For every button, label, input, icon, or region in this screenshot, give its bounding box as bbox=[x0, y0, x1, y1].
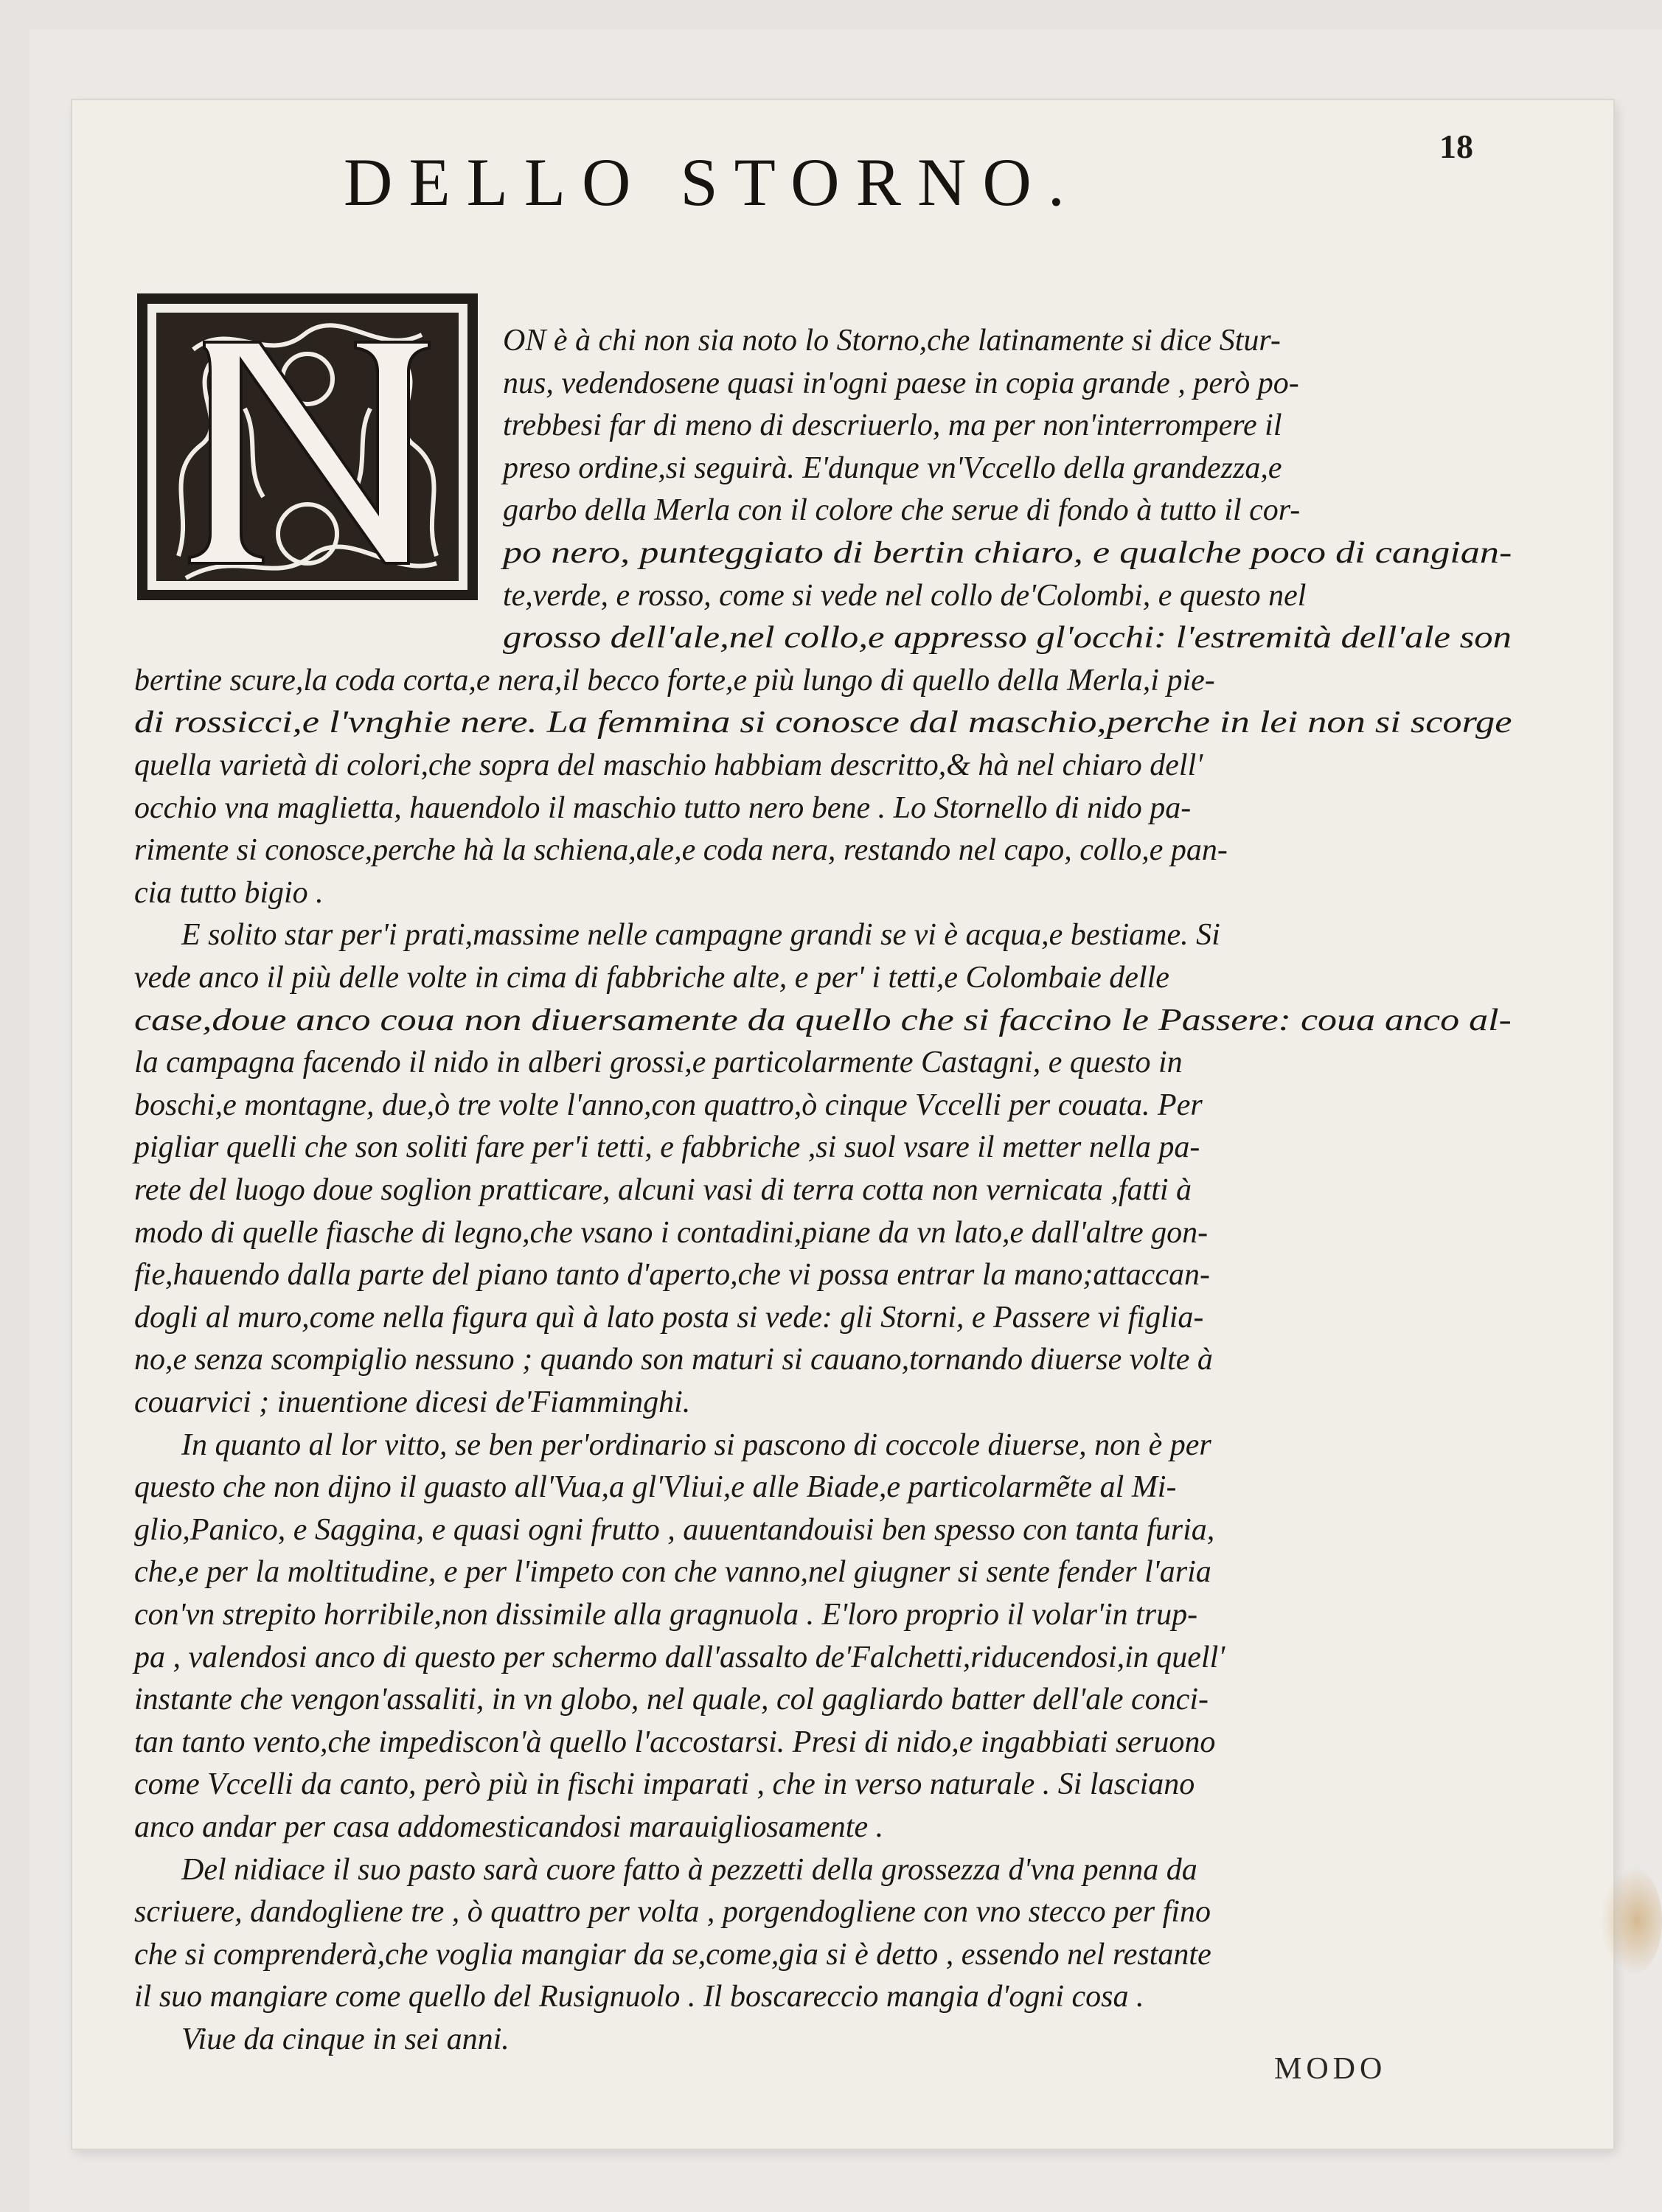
text-line: Del nidiace il suo pasto sarà cuore fatto à pezzetti della grossezza d'vna penna da bbox=[181, 1852, 1197, 1887]
text-line: grosso dell'ale,nel collo,e appresso gl'occhi: l'estremità dell'ale son bbox=[503, 621, 1512, 655]
text-line: pa , valendosi anco di questo per schermo dall'assalto de'Falchetti,riducendosi,in quell' bbox=[134, 1640, 1225, 1674]
text-line: scriuere, dandogliene tre , ò quattro per volta , porgendogliene con vno stecco per fino bbox=[134, 1895, 1211, 1930]
text-line: dogli al muro,come nella figura quì à lato posta si vede: gli Storni, e Passere vi figlia- bbox=[134, 1300, 1204, 1335]
text-line: come Vccelli da canto, però più in fischi imparati , che in verso naturale . Si lasciano bbox=[134, 1767, 1195, 1802]
page-title: DELLO STORNO. bbox=[344, 145, 1081, 220]
text-line: che si comprenderà,che voglia mangiar da se,come,gia si è detto , essendo nel restante bbox=[134, 1937, 1211, 1972]
text-line: rimente si conosce,perche hà la schiena,ale,e coda nera, restando nel capo, collo,e pan- bbox=[134, 833, 1228, 868]
text-line: E solito star per'i prati,massime nelle campagne grandi se vi è acqua,e bestiame. Si bbox=[181, 918, 1220, 953]
text-line: con'vn strepito horribile,non dissimile alla gragnuola . E'loro proprio il volar'in trup- bbox=[134, 1598, 1198, 1632]
text-line: occhio vna maglietta, hauendolo il maschio tutto nero bene . Lo Stornello di nido pa- bbox=[134, 790, 1192, 825]
text-line: la campagna facendo il nido in alberi grossi,e particolarmente Castagni, e questo in bbox=[134, 1046, 1183, 1080]
text-line: garbo della Merla con il colore che serue di fondo à tutto il cor- bbox=[503, 493, 1301, 528]
text-line: il suo mangiare come quello del Rusignuolo . Il boscareccio mangia d'ogni cosa . bbox=[134, 1980, 1144, 2014]
page-number: 18 bbox=[1439, 128, 1473, 165]
text-line: preso ordine,si seguirà. E'dunque vn'Vccello della grandezza,e bbox=[503, 451, 1282, 485]
text-line: couarvici ; inuentione dicesi de'Fiamminghi. bbox=[134, 1385, 691, 1419]
text-line: che,e per la moltitudine, e per l'impeto con che vanno,nel giugner si sente fender l'aria bbox=[134, 1555, 1211, 1590]
text-line: case,doue anco coua non diuersamente da quello che si faccino le Passere: coua anco al- bbox=[134, 1003, 1512, 1037]
text-line: modo di quelle fiasche di legno,che vsano i contadini,piane da vn lato,e dall'altre gon- bbox=[134, 1215, 1209, 1250]
text-line: vede anco il più delle volte in cima di fabbriche alte, e per' i tetti,e Colombaie delle bbox=[134, 961, 1169, 995]
text-line: po nero, punteggiato di bertin chiaro, e qualche poco di cangian- bbox=[503, 536, 1512, 570]
text-line: nus, vedendosene quasi in'ogni paese in copia grande , però po- bbox=[503, 366, 1299, 400]
text-line: ON è à chi non sia noto lo Storno,che latinamente si dice Stur- bbox=[503, 324, 1281, 358]
text-line: tan tanto vento,che impediscon'à quello l'accostarsi. Presi di nido,e ingabbiati seruono bbox=[134, 1725, 1216, 1759]
text-line: rete del luogo doue soglion pratticare, alcuni vasi di terra cotta non vernicata ,fatti à bbox=[134, 1173, 1192, 1207]
text-line: pigliar quelli che son soliti fare per'i tetti, e fabbriche ,si suol vsare il metter nella pa- bbox=[134, 1130, 1200, 1165]
text-line: fie,hauendo dalla parte del piano tanto d'aperto,che vi possa entrar la mano;attaccan- bbox=[134, 1258, 1210, 1293]
text-line: cia tutto bigio . bbox=[134, 875, 324, 910]
text-line: quella varietà di colori,che sopra del maschio habbiam descritto,& hà nel chiaro dell' bbox=[134, 748, 1203, 782]
text-line: anco andar per casa addomesticandosi marauigliosamente . bbox=[134, 1810, 884, 1844]
text-line: Viue da cinque in sei anni. bbox=[181, 2023, 510, 2056]
text-line: questo che non dijno il guasto all'Vua,a gl'Vliui,e alle Biade,e particolarmẽte al Mi- bbox=[134, 1470, 1177, 1505]
text-line: di rossicci,e l'vnghie nere. La femmina si conosce dal maschio,perche in lei non si scorge bbox=[134, 706, 1512, 740]
text-line: boschi,e montagne, due,ò tre volte l'anno,con quattro,ò cinque Vccelli per couata. Per bbox=[134, 1088, 1203, 1122]
text-line: bertine scure,la coda corta,e nera,il becco forte,e più lungo di quello della Merla,i pie- bbox=[134, 663, 1215, 698]
text-line: no,e senza scompiglio nessuno ; quando son maturi si cauano,tornando diuerse volte à bbox=[134, 1343, 1213, 1377]
text-line: trebbesi far di meno di descriuerlo, ma per non'interrompere il bbox=[503, 408, 1282, 443]
catchword: MODO bbox=[1274, 2052, 1387, 2086]
text-line: In quanto al lor vitto, se ben per'ordinario si pascono di coccole diuerse, non è per bbox=[181, 1427, 1211, 1462]
text-line: instante che vengon'assaliti, in vn globo, nel quale, col gagliardo batter dell'ale conci- bbox=[134, 1683, 1209, 1717]
text-line: glio,Panico, e Saggina, e quasi ogni frutto , auuentandouisi ben spesso con tanta furia, bbox=[134, 1512, 1215, 1547]
text-line: te,verde, e rosso, come si vede nel collo de'Colombi, e questo nel bbox=[503, 578, 1307, 613]
